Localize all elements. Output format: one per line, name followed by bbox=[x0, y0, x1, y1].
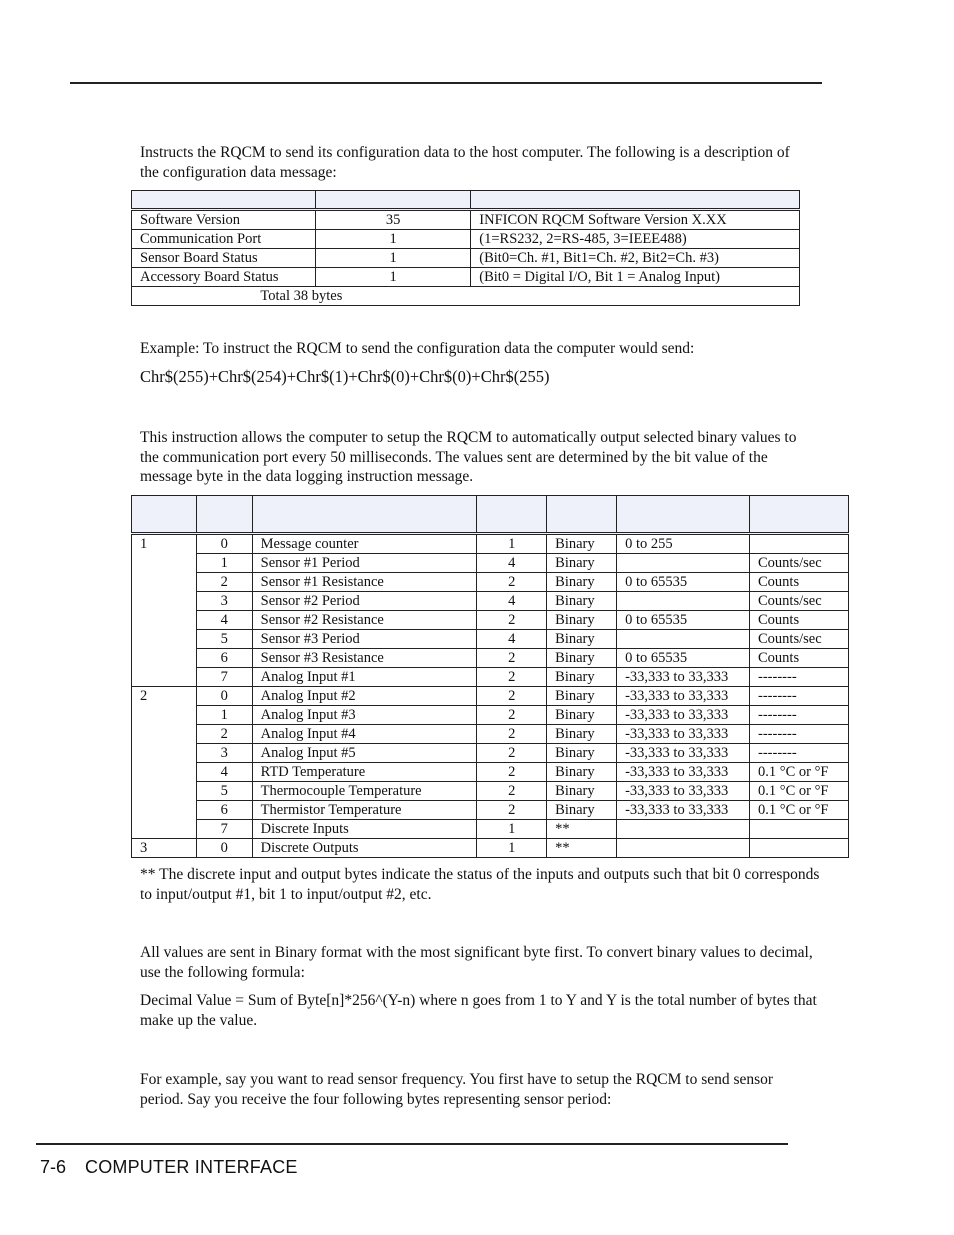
log-format-cell: Binary bbox=[547, 534, 617, 554]
log-units-cell: -------- bbox=[750, 668, 849, 687]
table-row bbox=[132, 763, 849, 782]
config-bytes-cell: 1 bbox=[315, 268, 470, 287]
log-units-cell: -------- bbox=[750, 687, 849, 706]
log-name-cell: Message counter bbox=[252, 534, 477, 554]
config-total-row bbox=[132, 287, 800, 306]
log-bit-cell: 5 bbox=[196, 630, 252, 649]
log-format-cell: ** bbox=[547, 820, 617, 839]
log-range-cell: 0 to 65535 bbox=[617, 573, 750, 592]
log-units-cell: 0.1 °C or °F bbox=[750, 763, 849, 782]
log-byte-cell: 1 bbox=[132, 534, 197, 554]
log-format-cell: Binary bbox=[547, 554, 617, 573]
log-bit-cell: 3 bbox=[196, 592, 252, 611]
log-name-cell: Discrete Inputs bbox=[252, 820, 477, 839]
log-range-cell bbox=[617, 554, 750, 573]
log-name-cell: Sensor #1 Resistance bbox=[252, 573, 477, 592]
bottom-rule bbox=[36, 1143, 788, 1145]
log-format-cell: Binary bbox=[547, 782, 617, 801]
log-bytes-cell: 2 bbox=[477, 668, 547, 687]
table-row bbox=[132, 801, 849, 820]
config-item-cell: Software Version bbox=[132, 210, 316, 230]
config-header-row bbox=[132, 191, 800, 210]
top-rule bbox=[70, 82, 822, 84]
log-format-cell: Binary bbox=[547, 573, 617, 592]
config-bytes-cell: 1 bbox=[315, 249, 470, 268]
table-row bbox=[132, 782, 849, 801]
logging-intro-paragraph: This instruction allows the computer to setup the RQCM to automatically output selected binary values to the communication port every 50 milliseconds. The values sent are determined by the bit value of the message byte in the data logging instruction message. bbox=[140, 429, 797, 485]
log-bytes-cell: 1 bbox=[477, 820, 547, 839]
log-bytes-cell: 1 bbox=[477, 839, 547, 858]
log-format-cell: Binary bbox=[547, 801, 617, 820]
data-logging-table bbox=[131, 495, 849, 858]
log-header-row bbox=[132, 496, 849, 534]
table-row bbox=[132, 611, 849, 630]
log-range-cell: -33,333 to 33,333 bbox=[617, 763, 750, 782]
log-bit-cell: 0 bbox=[196, 687, 252, 706]
log-bit-cell: 7 bbox=[196, 668, 252, 687]
table-row bbox=[132, 820, 849, 839]
config-desc-cell: (1=RS232, 2=RS-485, 3=IEEE488) bbox=[471, 230, 800, 249]
log-range-cell: -33,333 to 33,333 bbox=[617, 744, 750, 763]
log-byte-cell: 3 bbox=[132, 839, 197, 858]
log-range-cell: -33,333 to 33,333 bbox=[617, 782, 750, 801]
table-row bbox=[132, 668, 849, 687]
log-bytes-cell: 2 bbox=[477, 725, 547, 744]
log-units-cell: -------- bbox=[750, 744, 849, 763]
intro-paragraph: Instructs the RQCM to send its configuration data to the host computer. The following is a description of the configuration data message: bbox=[140, 144, 790, 181]
log-byte-cell bbox=[132, 763, 197, 782]
log-bit-cell: 7 bbox=[196, 820, 252, 839]
log-bytes-cell: 2 bbox=[477, 706, 547, 725]
table-row bbox=[132, 744, 849, 763]
log-name-cell: Sensor #2 Resistance bbox=[252, 611, 477, 630]
log-byte-cell bbox=[132, 649, 197, 668]
config-item-cell: Communication Port bbox=[132, 230, 316, 249]
table-row bbox=[132, 839, 849, 858]
log-name-cell: Sensor #1 Period bbox=[252, 554, 477, 573]
log-range-cell: -33,333 to 33,333 bbox=[617, 668, 750, 687]
config-desc-cell: (Bit0 = Digital I/O, Bit 1 = Analog Input) bbox=[471, 268, 800, 287]
log-units-cell: Counts bbox=[750, 611, 849, 630]
log-range-cell bbox=[617, 592, 750, 611]
table-row bbox=[132, 725, 849, 744]
log-units-cell: Counts/sec bbox=[750, 554, 849, 573]
log-name-cell: Sensor #3 Resistance bbox=[252, 649, 477, 668]
log-bit-cell: 4 bbox=[196, 611, 252, 630]
log-range-cell: -33,333 to 33,333 bbox=[617, 706, 750, 725]
example2-paragraph: For example, say you want to read sensor frequency. You first have to setup the RQCM to send sensor period. Say you receive the four following bytes representing sensor period: bbox=[140, 1071, 774, 1108]
log-range-cell: 0 to 65535 bbox=[617, 611, 750, 630]
config-desc-cell: INFICON RQCM Software Version X.XX bbox=[471, 210, 800, 230]
log-units-cell: Counts bbox=[750, 573, 849, 592]
log-format-cell: Binary bbox=[547, 725, 617, 744]
log-format-cell: Binary bbox=[547, 630, 617, 649]
log-range-cell bbox=[617, 630, 750, 649]
log-bit-cell: 2 bbox=[196, 725, 252, 744]
log-byte-cell bbox=[132, 782, 197, 801]
log-name-cell: RTD Temperature bbox=[252, 763, 477, 782]
log-units-cell: Counts/sec bbox=[750, 592, 849, 611]
log-bit-cell: 5 bbox=[196, 782, 252, 801]
log-format-cell: Binary bbox=[547, 706, 617, 725]
log-units-cell bbox=[750, 839, 849, 858]
example-code: Chr$(255)+Chr$(254)+Chr$(1)+Chr$(0)+Chr$(0)+Chr$(255) bbox=[140, 367, 550, 386]
config-item-cell: Sensor Board Status bbox=[132, 249, 316, 268]
log-range-cell: -33,333 to 33,333 bbox=[617, 801, 750, 820]
table-row bbox=[132, 210, 800, 230]
log-byte-cell bbox=[132, 630, 197, 649]
log-bit-cell: 0 bbox=[196, 534, 252, 554]
log-bytes-cell: 2 bbox=[477, 687, 547, 706]
log-byte-cell: 2 bbox=[132, 687, 197, 706]
log-bit-cell: 1 bbox=[196, 554, 252, 573]
log-units-cell: Counts bbox=[750, 649, 849, 668]
example-text: Example: To instruct the RQCM to send the configuration data the computer would send: bbox=[140, 340, 695, 357]
config-item-cell: Accessory Board Status bbox=[132, 268, 316, 287]
log-units-cell: -------- bbox=[750, 725, 849, 744]
log-range-cell: -33,333 to 33,333 bbox=[617, 725, 750, 744]
log-format-cell: Binary bbox=[547, 763, 617, 782]
log-bytes-cell: 2 bbox=[477, 573, 547, 592]
log-bytes-cell: 2 bbox=[477, 744, 547, 763]
config-total-empty-cell bbox=[471, 287, 800, 306]
log-range-cell: 0 to 255 bbox=[617, 534, 750, 554]
log-bit-cell: 1 bbox=[196, 706, 252, 725]
page-number: 7-6 bbox=[40, 1157, 67, 1177]
log-format-cell: Binary bbox=[547, 592, 617, 611]
log-format-cell: Binary bbox=[547, 744, 617, 763]
log-bytes-cell: 2 bbox=[477, 801, 547, 820]
log-bytes-cell: 2 bbox=[477, 649, 547, 668]
log-byte-cell bbox=[132, 725, 197, 744]
log-units-cell bbox=[750, 534, 849, 554]
chapter-title: COMPUTER INTERFACE bbox=[85, 1157, 298, 1177]
log-name-cell: Analog Input #4 bbox=[252, 725, 477, 744]
table-row bbox=[132, 249, 800, 268]
log-units-cell: 0.1 °C or °F bbox=[750, 782, 849, 801]
log-bytes-cell: 2 bbox=[477, 611, 547, 630]
log-bit-cell: 2 bbox=[196, 573, 252, 592]
log-byte-cell bbox=[132, 668, 197, 687]
log-bytes-cell: 2 bbox=[477, 782, 547, 801]
log-byte-cell bbox=[132, 554, 197, 573]
log-bytes-cell: 1 bbox=[477, 534, 547, 554]
log-range-cell: -33,333 to 33,333 bbox=[617, 687, 750, 706]
log-units-cell: -------- bbox=[750, 706, 849, 725]
log-format-cell: ** bbox=[547, 839, 617, 858]
table-row bbox=[132, 630, 849, 649]
log-range-cell: 0 to 65535 bbox=[617, 649, 750, 668]
table-row bbox=[132, 554, 849, 573]
log-bit-cell: 6 bbox=[196, 649, 252, 668]
log-name-cell: Thermocouple Temperature bbox=[252, 782, 477, 801]
log-name-cell: Discrete Outputs bbox=[252, 839, 477, 858]
formula-paragraph: Decimal Value = Sum of Byte[n]*256^(Y-n) where n goes from 1 to Y and Y is the total number of bytes that make up the value. bbox=[140, 992, 817, 1029]
log-bytes-cell: 4 bbox=[477, 554, 547, 573]
log-name-cell: Analog Input #1 bbox=[252, 668, 477, 687]
log-byte-cell bbox=[132, 706, 197, 725]
log-name-cell: Sensor #3 Period bbox=[252, 630, 477, 649]
table-row bbox=[132, 687, 849, 706]
log-units-cell bbox=[750, 820, 849, 839]
log-name-cell: Analog Input #3 bbox=[252, 706, 477, 725]
table-row bbox=[132, 706, 849, 725]
config-data-table bbox=[131, 190, 800, 306]
log-format-cell: Binary bbox=[547, 611, 617, 630]
config-desc-cell: (Bit0=Ch. #1, Bit1=Ch. #2, Bit2=Ch. #3) bbox=[471, 249, 800, 268]
log-byte-cell bbox=[132, 820, 197, 839]
table-row bbox=[132, 592, 849, 611]
log-range-cell bbox=[617, 839, 750, 858]
config-total-cell: Total 38 bytes bbox=[132, 287, 471, 306]
binary-format-paragraph: All values are sent in Binary format with the most significant byte first. To convert binary values to decimal, use the following formula: bbox=[140, 944, 813, 981]
table-row bbox=[132, 268, 800, 287]
table-row bbox=[132, 230, 800, 249]
log-bytes-cell: 2 bbox=[477, 763, 547, 782]
config-bytes-cell: 35 bbox=[315, 210, 470, 230]
log-byte-cell bbox=[132, 573, 197, 592]
footnote: ** The discrete input and output bytes indicate the status of the inputs and outputs such that bit 0 corresponds to input/output #1, bit 1 to input/output #2, etc. bbox=[140, 866, 820, 903]
log-byte-cell bbox=[132, 611, 197, 630]
log-bytes-cell: 4 bbox=[477, 592, 547, 611]
log-bit-cell: 6 bbox=[196, 801, 252, 820]
table-row bbox=[132, 573, 849, 592]
log-name-cell: Thermistor Temperature bbox=[252, 801, 477, 820]
log-byte-cell bbox=[132, 744, 197, 763]
log-bit-cell: 4 bbox=[196, 763, 252, 782]
log-bit-cell: 3 bbox=[196, 744, 252, 763]
log-bit-cell: 0 bbox=[196, 839, 252, 858]
log-name-cell: Analog Input #2 bbox=[252, 687, 477, 706]
log-units-cell: 0.1 °C or °F bbox=[750, 801, 849, 820]
log-format-cell: Binary bbox=[547, 687, 617, 706]
log-name-cell: Sensor #2 Period bbox=[252, 592, 477, 611]
table-row bbox=[132, 534, 849, 554]
log-byte-cell bbox=[132, 592, 197, 611]
log-format-cell: Binary bbox=[547, 649, 617, 668]
log-bytes-cell: 4 bbox=[477, 630, 547, 649]
config-bytes-cell: 1 bbox=[315, 230, 470, 249]
log-units-cell: Counts/sec bbox=[750, 630, 849, 649]
log-byte-cell bbox=[132, 801, 197, 820]
log-format-cell: Binary bbox=[547, 668, 617, 687]
log-name-cell: Analog Input #5 bbox=[252, 744, 477, 763]
log-range-cell bbox=[617, 820, 750, 839]
table-row bbox=[132, 649, 849, 668]
